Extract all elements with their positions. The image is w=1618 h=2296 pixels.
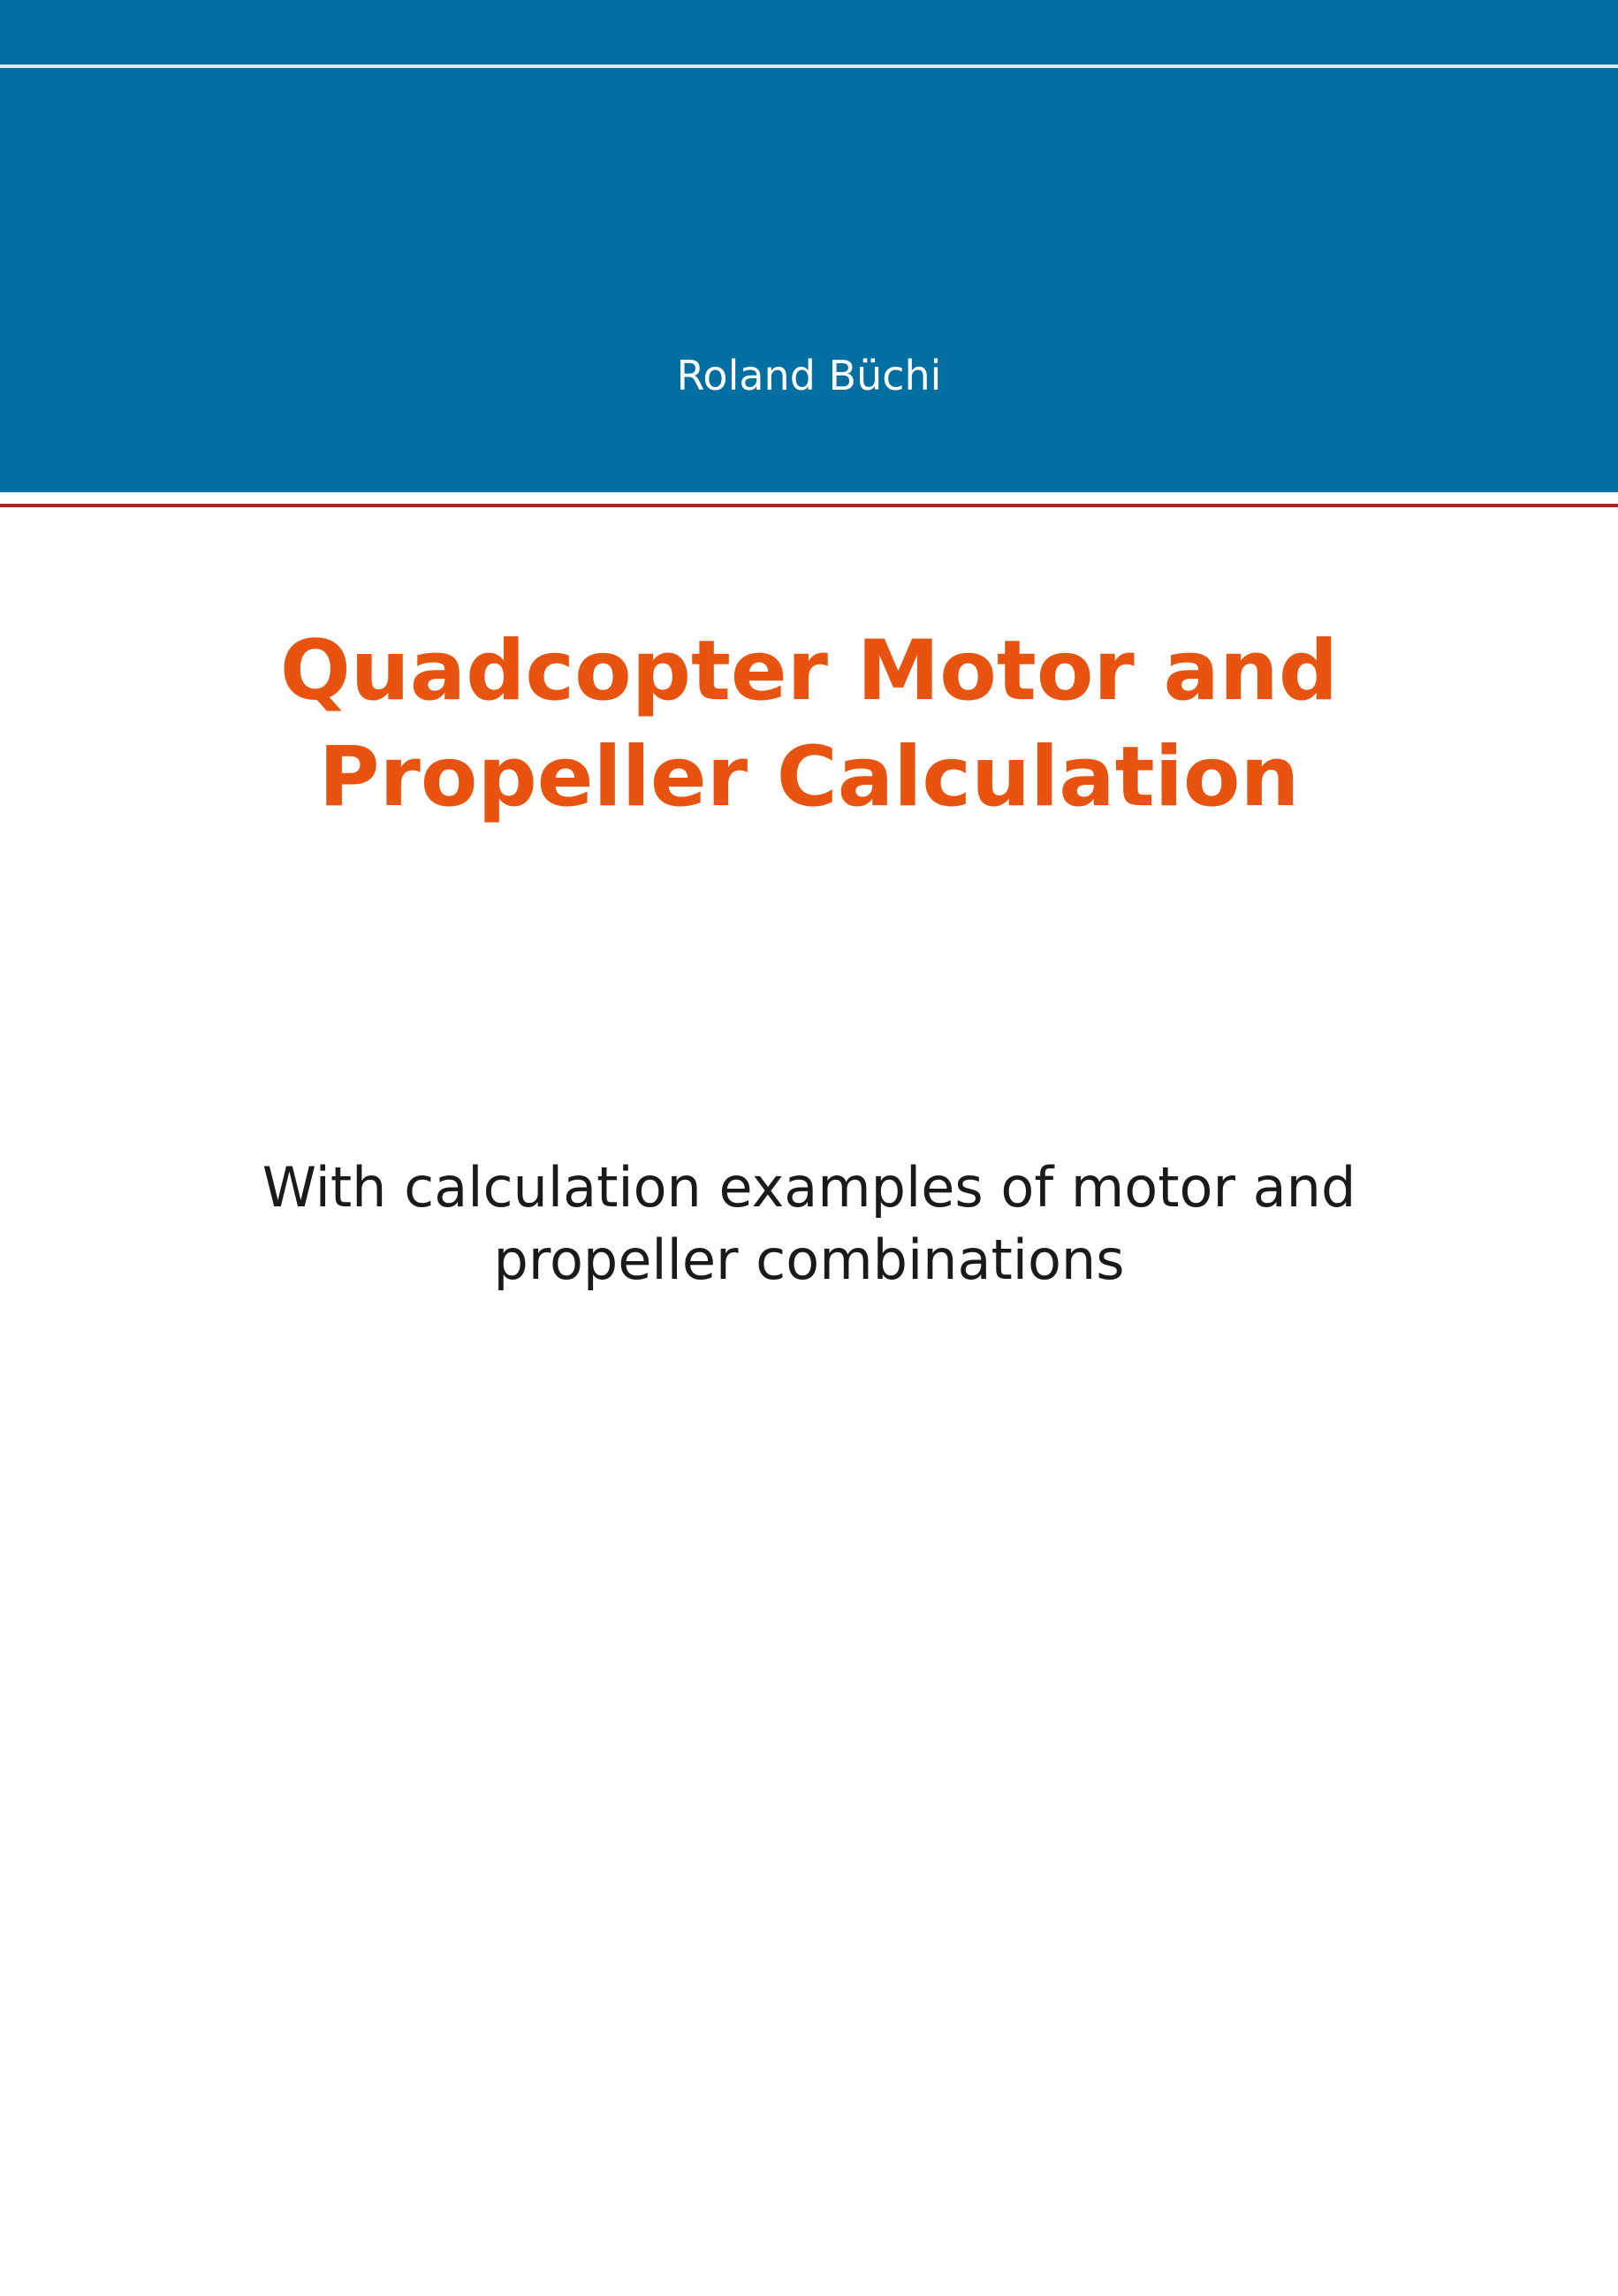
book-title: Quadcopter Motor and Propeller Calculation — [279, 623, 1339, 825]
header-band-divider — [0, 65, 1618, 68]
header-band — [0, 0, 1618, 492]
red-divider — [0, 504, 1618, 507]
author-name: Roland Büchi — [676, 352, 942, 399]
book-subtitle: With calculation examples of motor and propeller combinations — [262, 1155, 1356, 1292]
